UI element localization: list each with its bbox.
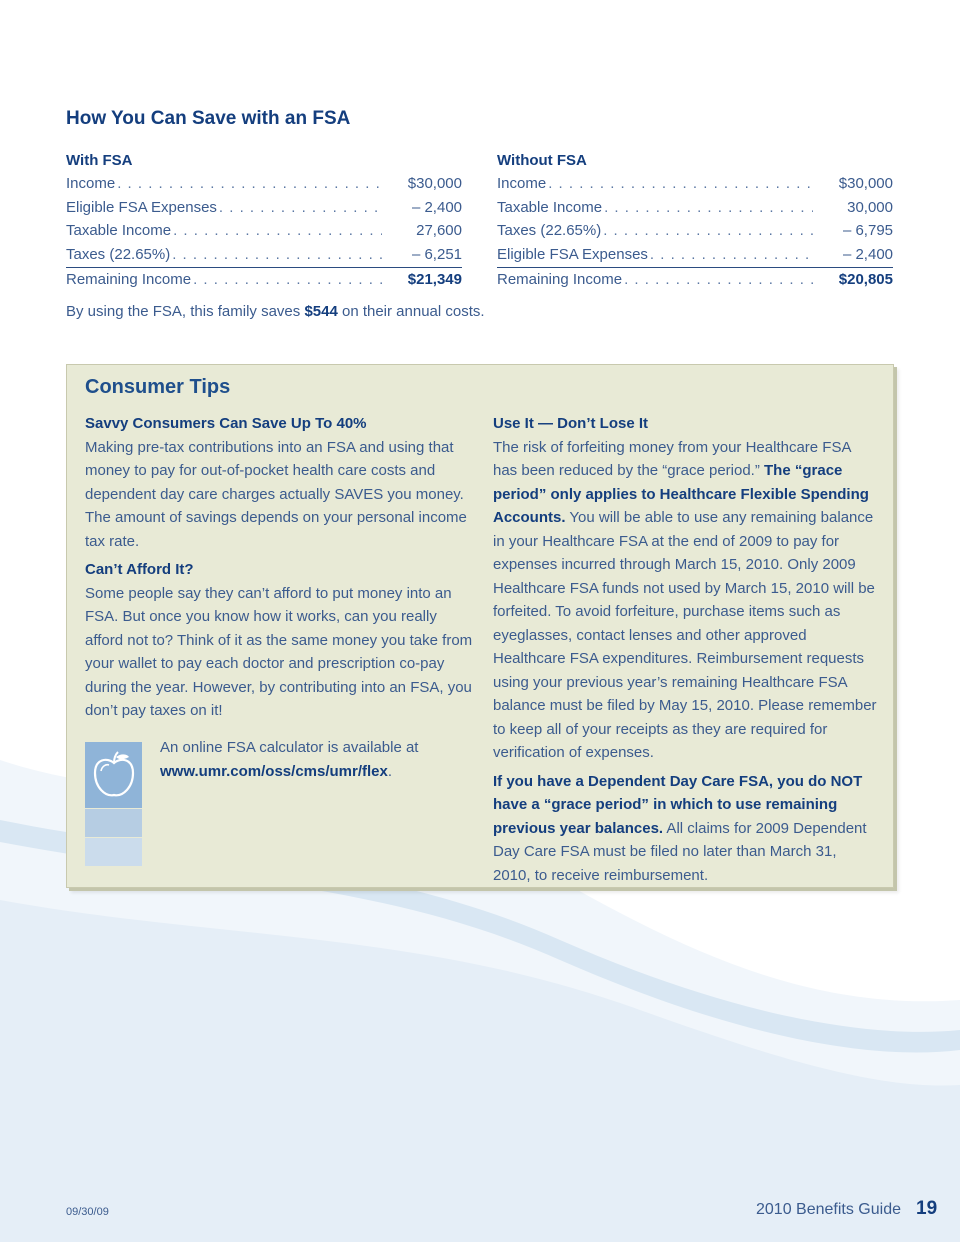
leader-dots — [173, 219, 382, 243]
table-row — [66, 172, 462, 196]
page-number: 19 — [916, 1198, 938, 1219]
consumer-tips-title: Consumer Tips — [85, 376, 231, 398]
section-title: How You Can Save with an FSA — [66, 108, 351, 129]
row-label: Taxable Income — [497, 198, 603, 216]
row-value: 30,000 — [847, 198, 893, 216]
leader-dots — [172, 243, 382, 267]
leader-dots — [117, 172, 382, 196]
afford-heading: Can’t Afford It? — [85, 561, 194, 578]
without-fsa-heading: Without FSA — [497, 152, 587, 169]
footer-guide-title: 2010 Benefits Guide — [756, 1201, 901, 1218]
leader-dots — [603, 219, 813, 243]
savvy-heading: Savvy Consumers Can Save Up To 40% — [85, 415, 367, 432]
row-value: – 2,400 — [411, 198, 462, 216]
table-row — [66, 219, 462, 243]
calculator-note — [160, 736, 460, 783]
row-label: Taxes (22.65%) — [497, 222, 602, 240]
dependent-care-paragraph — [493, 770, 878, 888]
total-row — [497, 267, 893, 292]
row-value: $20,805 — [838, 271, 893, 289]
leader-dots — [650, 243, 813, 267]
use-it-text-a: The risk of forfeiting money from your Healthcare FSA has been reduced by the “grace period.” — [493, 438, 851, 479]
table-row — [66, 196, 462, 220]
tips-right-column — [493, 412, 878, 887]
row-value: – 6,795 — [842, 222, 893, 240]
leader-dots — [219, 196, 382, 220]
row-value: – 2,400 — [842, 245, 893, 263]
tips-left-column — [85, 412, 475, 723]
footer-date: 09/30/09 — [66, 1206, 109, 1218]
row-value: – 6,251 — [411, 245, 462, 263]
with-fsa-heading: With FSA — [66, 152, 133, 169]
without-fsa-table — [497, 150, 893, 292]
row-label: Taxes (22.65%) — [66, 245, 171, 263]
use-it-text-b: You will be able to use any remaining balance in your Healthcare FSA at the end of 2009 to pay for expenses incurred through March 15, 2010. Only 2009 Healthcare FSA funds not used by March 15, 2010 will be forfeited. To avoid forfeiture, purchase items such as eyeglasses, contact lenses and other approved Healthcare FSA expenditures. Reimbursement requests using your previous year’s remaining Healthcare FSA balance must be filed by May 15, 2010. Please remember to keep all of your receipts as they are required for verification of expenses. — [493, 509, 877, 761]
savings-note-before: By using the FSA, this family saves — [66, 303, 305, 320]
row-label: Eligible FSA Expenses — [66, 198, 217, 216]
row-label: Remaining Income — [497, 271, 623, 289]
table-row — [497, 172, 893, 196]
savings-amount: $544 — [304, 303, 338, 320]
row-label: Income — [497, 175, 547, 192]
row-value: $30,000 — [407, 175, 462, 192]
savvy-body: Making pre-tax contributions into an FSA and using that money to pay for out-of-pocket health care costs and dependent day care charges actually SAVES you money. The amount of savings depends on your personal income tax rate. — [85, 438, 467, 550]
table-row — [497, 243, 893, 267]
decorative-tile — [85, 837, 142, 866]
total-row — [66, 267, 462, 292]
afford-body: Some people say they can’t afford to put money into an FSA. But once you know how it works, can you really afford not to? Think of it as the same money you take from your wallet to pay each doctor and prescription co-pay during the year. However, by contributing into an FSA, you don’t pay taxes on it! — [85, 584, 473, 719]
apple-icon — [85, 742, 142, 808]
calculator-link[interactable]: www.umr.com/oss/cms/umr/flex — [160, 762, 388, 780]
leader-dots — [548, 172, 813, 196]
dependent-care-emphasis: If you have a Dependent Day Care FSA, you do NOT have a “grace period” in which to use remaining previous year balances. — [493, 772, 863, 837]
row-label: Eligible FSA Expenses — [497, 245, 648, 263]
leader-dots — [193, 268, 382, 292]
savings-note-after: on their annual costs. — [337, 303, 485, 320]
calculator-text: An online FSA calculator is available at — [160, 739, 419, 756]
leader-dots — [624, 268, 813, 292]
row-value: 27,600 — [416, 222, 462, 240]
row-label: Remaining Income — [66, 271, 192, 289]
decorative-tile — [85, 808, 142, 837]
table-row — [497, 196, 893, 220]
use-it-paragraph — [493, 436, 878, 765]
calculator-end: . — [387, 762, 393, 780]
apple-tile-stack — [85, 742, 142, 866]
grace-period-emphasis: The “grace period” only applies to Healthcare Flexible Spending Accounts. — [493, 462, 869, 526]
row-label: Taxable Income — [66, 222, 172, 240]
row-value: $21,349 — [407, 271, 462, 289]
with-fsa-table — [66, 150, 462, 292]
row-label: Income — [66, 175, 116, 192]
savings-note — [66, 303, 485, 320]
use-it-heading: Use It — Don’t Lose It — [493, 415, 649, 432]
table-row — [66, 243, 462, 267]
dependent-care-text: All claims for 2009 Dependent Day Care FSA must be filed no later than March 31, 2010, to receive reimbursement. — [493, 819, 867, 884]
row-value: $30,000 — [838, 175, 893, 192]
table-row — [497, 219, 893, 243]
leader-dots — [604, 196, 813, 220]
